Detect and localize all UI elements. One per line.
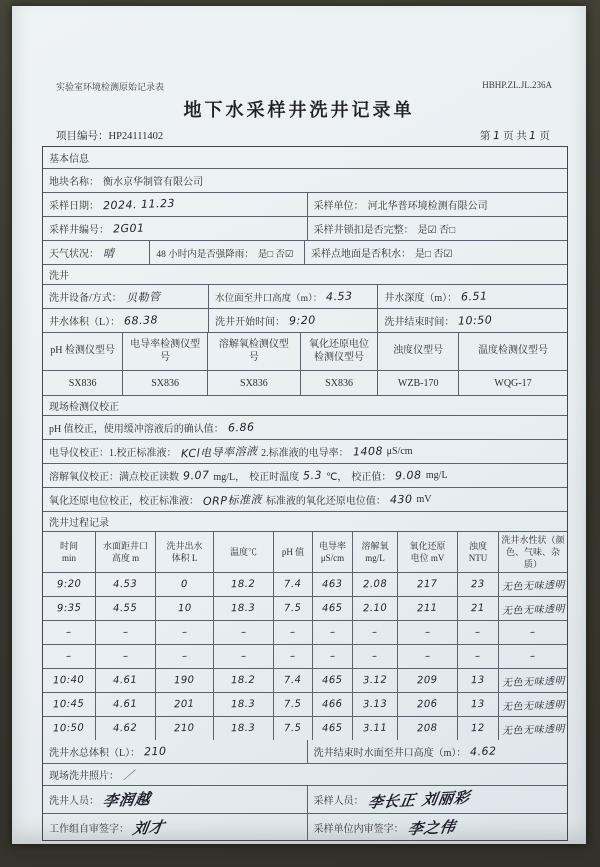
process-cell: 无色无味透明 [501,675,565,690]
photo-row [43,764,567,786]
process-cell: 211 [398,597,458,620]
col-water-depth: 水面距井口 高度 m [96,532,156,572]
process-cell: 466 [313,693,353,716]
well-number-label: 采样井编号： [49,225,109,236]
process-cell: 465 [313,669,353,692]
record-form-table [42,146,568,841]
site-name-value: 衡水京华制管有限公司 [103,177,203,188]
section-wash [43,265,567,285]
process-row [43,597,567,621]
process-cell: 21 [458,597,499,620]
do-calibration-row [43,464,567,488]
section-calibration [43,396,567,416]
section-process-cell [43,512,567,531]
section-basic-info [43,147,567,169]
org-review-signature: 李之伟 [406,817,457,838]
ponding-label: 采样点地面是否积水： [310,249,411,260]
personnel-row [43,786,567,814]
cond-cal-conductivity-value: 1408 [352,444,383,459]
process-cell: – [398,645,458,668]
date-org-row [43,193,567,217]
well-lock-checkboxes: 是☑ 否□ [417,225,456,236]
well-number-cell [43,217,308,240]
do-cal-label2: 校正时温度 [249,472,300,483]
process-cell: 无色无味透明 [501,603,565,618]
col-out-volume: 洗井出水 体积 L [156,532,214,572]
process-row [43,669,567,693]
orp-cal-unit: mV [416,494,432,505]
well-depth-label: 井水深度（m）： [384,293,458,304]
col-conductivity: 电导率 μS/cm [313,532,353,572]
sampler-label: 采样人员： [313,796,364,807]
photo-label: 现场洗井照片： [49,771,119,782]
page-count-text: 第 [479,131,491,142]
instrument-header-row [43,333,567,371]
well-depth-cell [378,285,567,308]
process-cell: 23 [458,573,499,596]
do-cal-unit3: mg/L [425,470,448,481]
do-cal-unit2: ℃， [326,472,348,483]
process-cell: – [313,621,353,644]
ph-calibration-row [43,416,567,440]
orp-cal-potential-value: 430 [389,492,413,507]
process-row [43,645,567,669]
page-title: 地下水采样井洗井记录单 [183,100,415,120]
instrument-model-row [43,371,567,396]
process-cell: 4.62 [96,717,156,740]
sampling-date-value: 2024. 11.23 [102,196,176,213]
wash-start-value: 9:20 [288,313,317,328]
site-name-label: 地块名称： [49,177,99,188]
well-lock-cell [308,217,567,240]
do-cal-unit1: mg/L， [213,472,246,483]
well-depth-value: 6.51 [460,289,488,304]
process-cell: 7.4 [274,669,313,692]
well-volume-value: 68.38 [123,313,159,328]
process-cell: 7.4 [274,573,313,596]
process-cell: 0 [156,573,214,596]
process-cell: – [274,621,313,644]
site-name-row [43,169,567,193]
process-cell: 2.08 [353,573,398,596]
process-cell: – [353,621,398,644]
section-basic-info-label: 基本信息 [49,154,89,165]
process-cell: 18.2 [214,669,274,692]
conductivity-calibration-row [43,440,567,464]
orp-cal-label1: 氧化还原电位校正，校正标准液： [49,496,199,507]
do-calibration-cell [43,464,567,487]
process-cell: – [398,621,458,644]
page-total-value: 1 [529,128,538,143]
section-basic-info-cell [43,147,567,168]
col-temperature: 温度℃ [214,532,274,572]
temp-meter-header: 温度检测仪型号 [477,345,548,357]
col-time: 时间 min [43,532,96,572]
process-cell: 18.3 [214,717,274,740]
process-cell: 10 [156,597,214,620]
process-cell: 4.61 [96,669,156,692]
do-cal-reading-value: 9.07 [182,468,210,483]
orp-calibration-cell [43,488,567,511]
group-review-signature: 刘才 [131,817,167,838]
sampler-cell [308,786,567,813]
process-cell: 3.11 [353,717,398,740]
temp-meter-model: WQG-17 [494,377,532,389]
process-cell: – [214,621,274,644]
ph-calibration-label: pH 值校正，使用缓冲溶液后的确认值： [49,424,224,435]
wash-start-label: 洗井开始时间： [215,317,286,328]
cond-cal-unit: μS/cm [386,446,413,457]
process-row [43,717,567,740]
orp-cal-label2: 标准液的氧化还原电位值： [265,496,386,507]
do-cal-corrected-value: 9.08 [395,468,423,483]
process-row [43,693,567,717]
depth-to-water-label: 水位面至井口高度（m）： [215,293,323,304]
process-cell: 18.2 [214,573,274,596]
process-cell: 13 [458,693,499,716]
col-dissolved-oxygen: 溶解氧 mg/L [353,532,398,572]
process-cell: 9:20 [43,573,96,596]
process-cell: 无色无味透明 [501,699,565,714]
process-cell: – [43,645,96,668]
form-page [12,6,586,844]
process-cell: 无色无味透明 [501,579,565,594]
section-process-label: 洗井过程记录 [49,518,109,529]
sampler-signature: 李长正 刘丽彩 [366,788,472,812]
process-table-body [43,573,567,740]
rain-checkboxes: 是□ 否☑ [257,249,294,260]
review-row [43,814,567,840]
process-cell: – [214,645,274,668]
process-cell: – [274,645,313,668]
page-count [480,128,550,143]
conductivity-meter-model: SX836 [123,371,208,395]
ph-calibration-cell [43,416,567,439]
process-cell: 7.5 [274,693,313,716]
photo-value: ／ [122,768,135,782]
project-line [56,128,550,143]
wash-end-value: 10:50 [458,313,493,328]
process-cell: 4.61 [96,693,156,716]
sampling-org-label: 采样单位： [313,201,364,212]
process-cell: – [156,645,214,668]
weather-value: 晴 [102,246,115,260]
sampling-date-cell [43,193,308,216]
orp-meter-model: SX836 [301,371,379,395]
page-number-value: 1 [492,128,501,143]
col-water-appearance: 洗井水性状（颜 色、气味、杂质） [501,534,565,570]
end-depth-label: 洗井结束时水面至井口高度（m）： [313,748,467,759]
col-orp: 氧化还原 电位 mV [398,532,458,572]
process-cell: 10:45 [43,693,96,716]
weather-row [43,241,567,265]
process-cell: 2.10 [353,597,398,620]
process-row [43,573,567,597]
total-volume-value: 210 [143,744,167,759]
col-turbidity: 浊度 NTU [458,532,499,572]
process-cell: 208 [398,717,458,740]
wash-start-cell [209,309,378,332]
turbidity-meter-header: 浊度仪型号 [378,333,459,370]
total-volume-cell [43,740,308,763]
process-cell: 7.5 [274,717,313,740]
process-cell: – [458,645,499,668]
washer-label: 洗井人员： [49,796,99,807]
process-cell: 10:40 [43,669,96,692]
summary-row [43,740,567,764]
conductivity-calibration-cell [43,440,567,463]
washer-signature: 李润越 [101,789,153,811]
cond-cal-label2: 2.标准液的电导率： [261,448,349,459]
process-cell: 465 [313,597,353,620]
cond-cal-standard-value: KCl电导率溶液 [180,444,258,460]
process-cell: – [313,645,353,668]
section-calibration-label: 现场检测仪校正 [49,402,119,413]
process-cell: 7.5 [274,597,313,620]
process-cell: 209 [398,669,458,692]
process-cell: 3.12 [353,669,398,692]
section-process [43,512,567,532]
end-depth-cell [308,740,567,763]
depth-to-water-value: 4.53 [326,289,353,304]
sampling-org-value: 河北华普环境检测有限公司 [367,201,488,212]
group-review-label: 工作组自审签字： [49,823,129,835]
process-cell: 190 [156,669,214,692]
document-header [56,80,552,93]
process-cell: 18.3 [214,597,274,620]
do-meter-header: 溶解氧检测仪型号 [208,333,301,370]
site-name-cell [43,169,567,192]
do-cal-label1: 溶解氧仪校正：满点校正读数 [49,472,179,483]
weather-cell [43,241,150,264]
washer-cell [43,786,308,813]
process-cell: 无色无味透明 [501,723,565,738]
process-cell: 465 [313,717,353,740]
conductivity-meter-header: 电导率检测仪型号 [123,333,208,370]
section-wash-label: 洗井 [49,271,69,282]
process-cell: 463 [313,573,353,596]
process-cell: 18.3 [214,693,274,716]
sampling-date-label: 采样日期： [49,201,99,212]
process-row [43,621,567,645]
ph-calibration-value: 6.86 [227,420,255,435]
process-cell: 206 [398,693,458,716]
wash-end-cell [378,309,567,332]
process-cell: – [530,626,536,639]
org-review-label: 采样单位内审签字： [313,823,404,835]
rain-label: 48 小时内是否强降雨： [156,249,254,260]
section-wash-cell [43,265,567,284]
orp-cal-standard-value: ORP标准液 [202,492,263,508]
page-count-text: 页 [539,131,550,142]
process-cell: 201 [156,693,214,716]
section-calibration-cell [43,396,567,415]
document-code: HBHP.ZL.JL.236A [482,80,552,90]
cond-cal-label1: 电导仪校正：1.校正标准液： [49,448,177,459]
process-cell: – [96,621,156,644]
do-meter-model: SX836 [208,371,301,395]
process-cell: – [43,621,96,644]
end-depth-value: 4.62 [470,744,498,759]
process-cell: 10:50 [43,717,96,740]
well-lock-label: 采样井锁扣是否完整： [313,225,414,236]
well-volume-label: 井水体积（L）： [49,317,121,328]
turbidity-meter-model: WZB-170 [378,371,459,395]
wash-device-value: 贝勒管 [125,289,161,305]
total-volume-label: 洗井水总体积（L）： [49,748,141,759]
process-cell: 4.55 [96,597,156,620]
weather-label: 天气状况： [49,249,99,260]
ponding-cell [305,241,567,264]
process-cell: – [530,650,536,663]
do-cal-temp-value: 5.3 [302,468,323,483]
process-cell: 3.13 [353,693,398,716]
record-sheet-label: 实验室环境检测原始记录表 [56,82,165,92]
process-cell: 217 [398,573,458,596]
rain-cell [150,241,305,264]
col-ph: pH 值 [274,532,313,572]
group-review-cell [43,814,308,840]
ph-meter-model: SX836 [43,371,123,395]
orp-calibration-row [43,488,567,512]
well-volume-cell [43,309,209,332]
process-cell: – [458,621,499,644]
process-cell: – [96,645,156,668]
process-table-header [43,532,567,573]
well-no-lock-row [43,217,567,241]
page-count-text: 页 共 [503,131,527,142]
photo-cell [43,764,567,785]
orp-meter-header: 氧化还原电位检测仪型号 [301,333,379,370]
project-number: 项目编号：HP24111402 [56,131,164,142]
process-cell: 13 [458,669,499,692]
wash-volume-time-row [43,309,567,333]
process-cell: – [156,621,214,644]
org-review-cell [308,814,567,840]
do-cal-label3: 校正值： [351,472,392,483]
sampling-org-cell [308,193,567,216]
process-cell: 9:35 [43,597,96,620]
wash-end-label: 洗井结束时间： [384,317,455,328]
process-cell: – [353,645,398,668]
ponding-checkboxes: 是□ 否☑ [414,249,453,260]
process-cell: 12 [458,717,499,740]
wash-device-row [43,285,567,309]
process-cell: 210 [156,717,214,740]
depth-to-water-cell [209,285,378,308]
wash-device-cell [43,285,209,308]
wash-device-label: 洗井设备/方式： [49,293,122,304]
well-number-value: 2G01 [112,221,145,236]
process-cell: 4.53 [96,573,156,596]
ph-meter-header: pH 检测仪型号 [43,333,123,370]
